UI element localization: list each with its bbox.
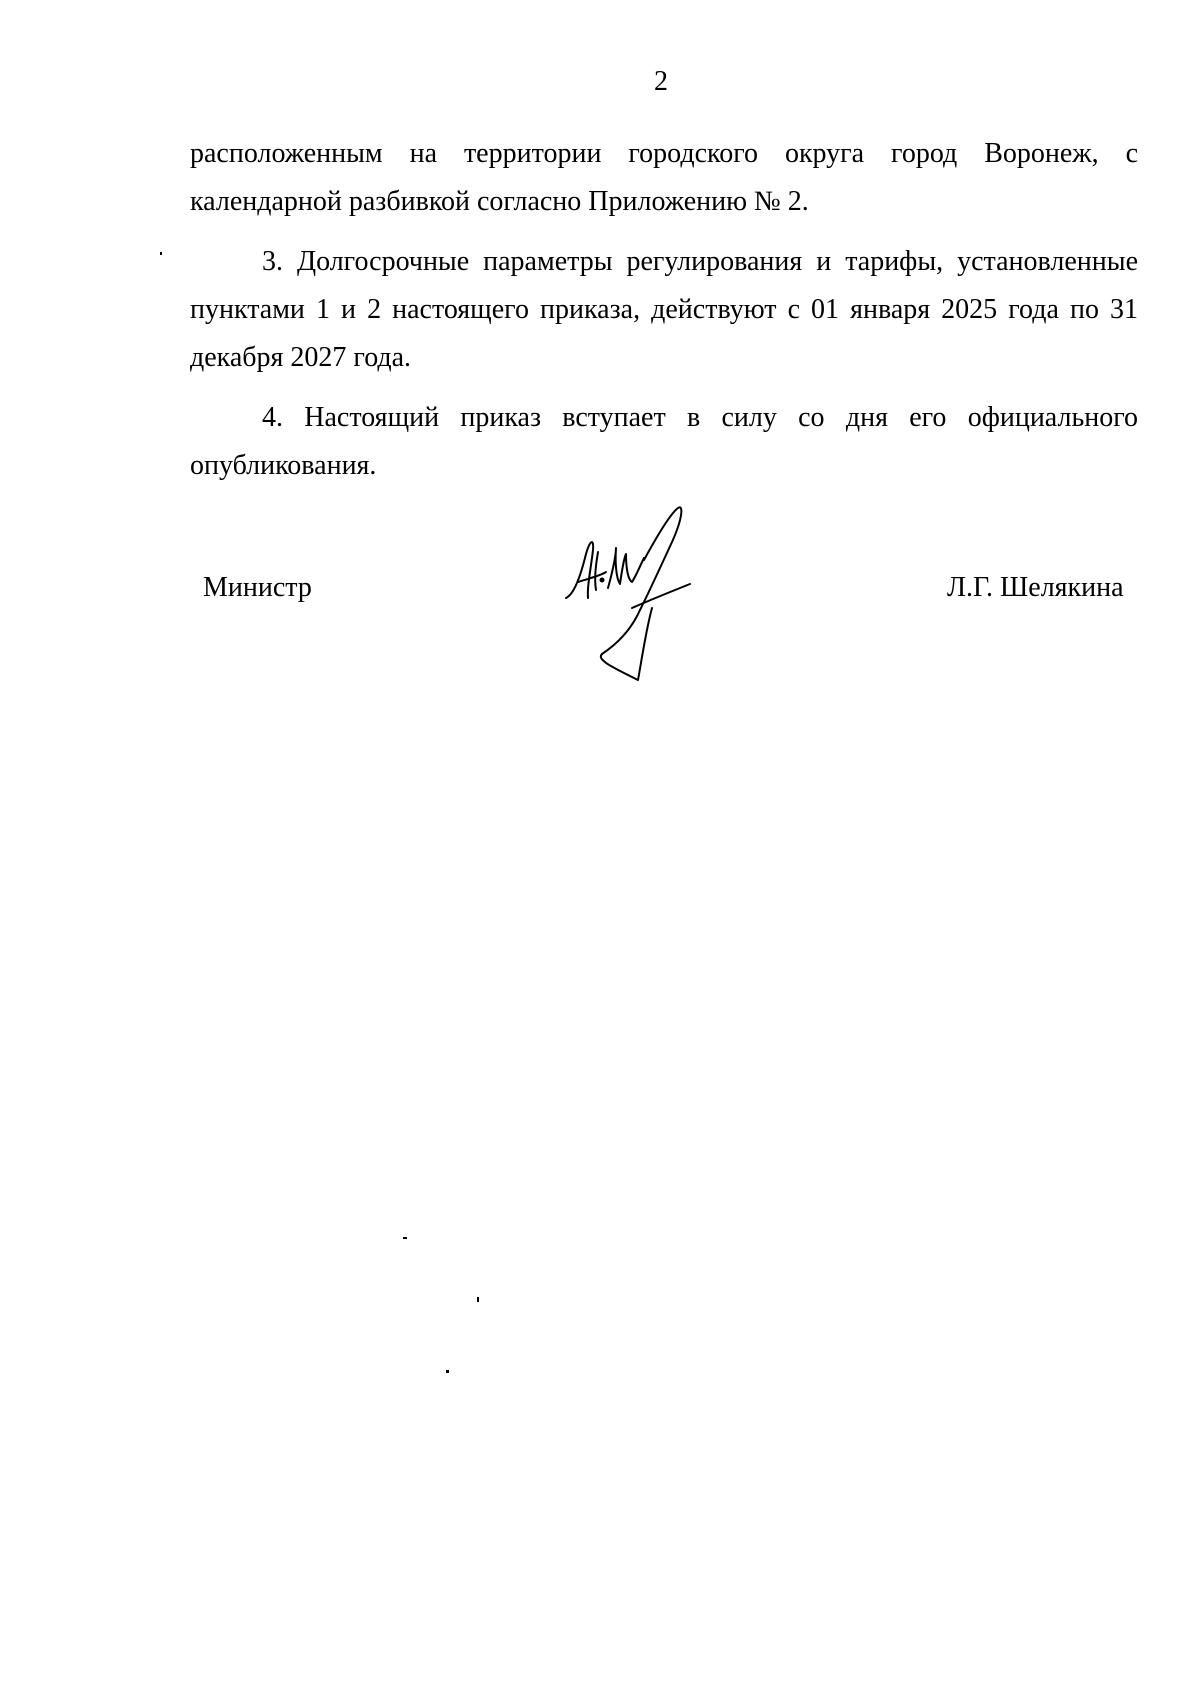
signatory-name: Л.Г. Шелякина — [947, 572, 1124, 603]
handwritten-signature — [560, 498, 730, 688]
scan-speck — [160, 252, 162, 255]
scan-speck — [403, 1237, 407, 1239]
paragraph-item-4: 4. Настоящий приказ вступает в силу со дня его официального опубликования. — [190, 402, 1138, 481]
scan-speck — [477, 1297, 479, 1302]
paragraph-continuation: расположенным на территории городского округа город Воронеж, с календарной разбивкой согласно Приложению № 2. — [190, 138, 1138, 217]
scan-speck — [446, 1370, 449, 1373]
document-body — [190, 130, 1138, 490]
paragraph-item-3: 3. Долгосрочные параметры регулирования и тарифы, установленные пунктами 1 и 2 настоящего приказа, действуют с 01 января 2025 года по 31 декабря 2027 года. — [190, 246, 1138, 373]
page-number: 2 — [654, 66, 668, 97]
signatory-title: Министр — [203, 572, 312, 603]
